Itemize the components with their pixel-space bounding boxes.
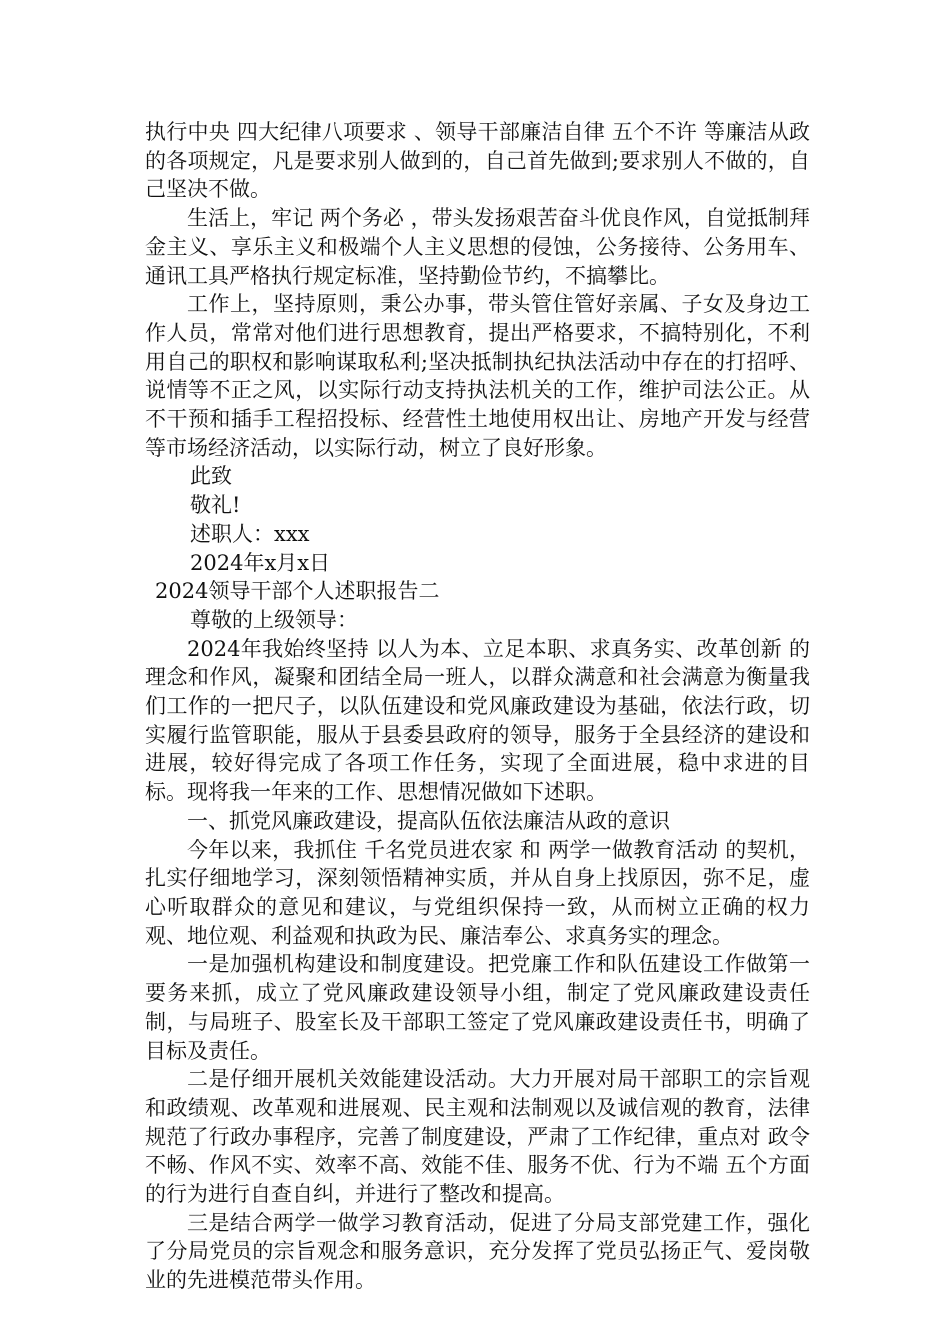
closing-reporter: 述职人：xxx: [190, 521, 310, 546]
paragraph-intro: 2024年我始终坚持 以人为本、立足本职、求真务实、改革创新 的理念和作风，凝聚和团结全局一班人，以群众满意和社会满意为衡量我们工作的一把尺子，以队伍建设和党风廉政建设为基础，依法行政，切实履行监管职能，服从于县委县政府的领导，服务于全县经济的建设和进展，较好得完成了各项工作任务，实现了全面进展，稳中求进的目标。现将我一年来的工作、思想情况做如下述职。: [145, 636, 810, 805]
paragraph-party-building: 三是结合两学一做学习教育活动，促进了分局支部党建工作，强化了分局党员的宗旨观念和服务意识，充分发挥了党员弘扬正气、爱岗敬业的先进模范带头作用。: [145, 1210, 810, 1293]
paragraph-life: 生活上，牢记 两个务必 ，带头发扬艰苦奋斗优良作风，自觉抵制拜金主义、享乐主义和极端个人主义思想的侵蚀，公务接待、公务用车、通讯工具严格执行规定标准，坚持勤俭节约，不搞攀比。: [145, 206, 810, 288]
paragraph-discipline: 执行中央 四大纪律八项要求 、领导干部廉洁自律 五个不许 等廉洁从政的各项规定，凡是要求别人做到的，自己首先做到;要求别人不做的，自己坚决不做。: [145, 120, 810, 202]
closing-regards: 敬礼!: [190, 493, 241, 518]
heading-party-conduct: 一、抓党风廉政建设，提高队伍依法廉洁从政的意识: [187, 808, 670, 833]
document-page: [145, 118, 810, 1295]
paragraph-efficiency: 二是仔细开展机关效能建设活动。大力开展对局干部职工的宗旨观和政绩观、改革观和进展观、民主观和法制观以及诚信观的教育，法律规范了行政办事程序，完善了制度建设，严肃了工作纪律，重点对 政令不畅、作风不实、效率不高、效能不佳、服务不优、行为不端 五个方面的行为进行自查自纠，并进行了整改和提高。: [145, 1067, 810, 1207]
closing-salutation: 此致: [190, 464, 232, 489]
greeting: 尊敬的上级领导：: [190, 607, 358, 632]
paragraph-institution: 一是加强机构建设和制度建设。把党廉工作和队伍建设工作做第一要务来抓，成立了党风廉政建设领导小组，制定了党风廉政建设责任制，与局班子、股室长及干部职工签定了党风廉政建设责任书，明确了目标及责任。: [145, 952, 810, 1063]
section-title: 2024领导干部个人述职报告二: [155, 579, 440, 604]
paragraph-work: 工作上，坚持原则，秉公办事，带头管住管好亲属、子女及身边工作人员，常常对他们进行思想教育，提出严格要求，不搞特别化，不利用自己的职权和影响谋取私利;坚决抵制执纪执法活动中存在的打招呼、说情等不正之风，以实际行动支持执法机关的工作，维护司法公正。从不干预和插手工程招投标、经营性土地使用权出让、房地产开发与经营等市场经济活动，以实际行动，树立了良好形象。: [145, 292, 810, 460]
closing-date: 2024年x月x日: [190, 550, 331, 575]
paragraph-study: 今年以来，我抓住 千名党员进农家 和 两学一做教育活动 的契机，扎实仔细地学习，深刻领悟精神实质，并从自身上找原因，弥不足，虚心听取群众的意见和建议，与党组织保持一致，从而树立正确的权力观、地位观、利益观和执政为民、廉洁奉公、求真务实的理念。: [145, 837, 810, 948]
